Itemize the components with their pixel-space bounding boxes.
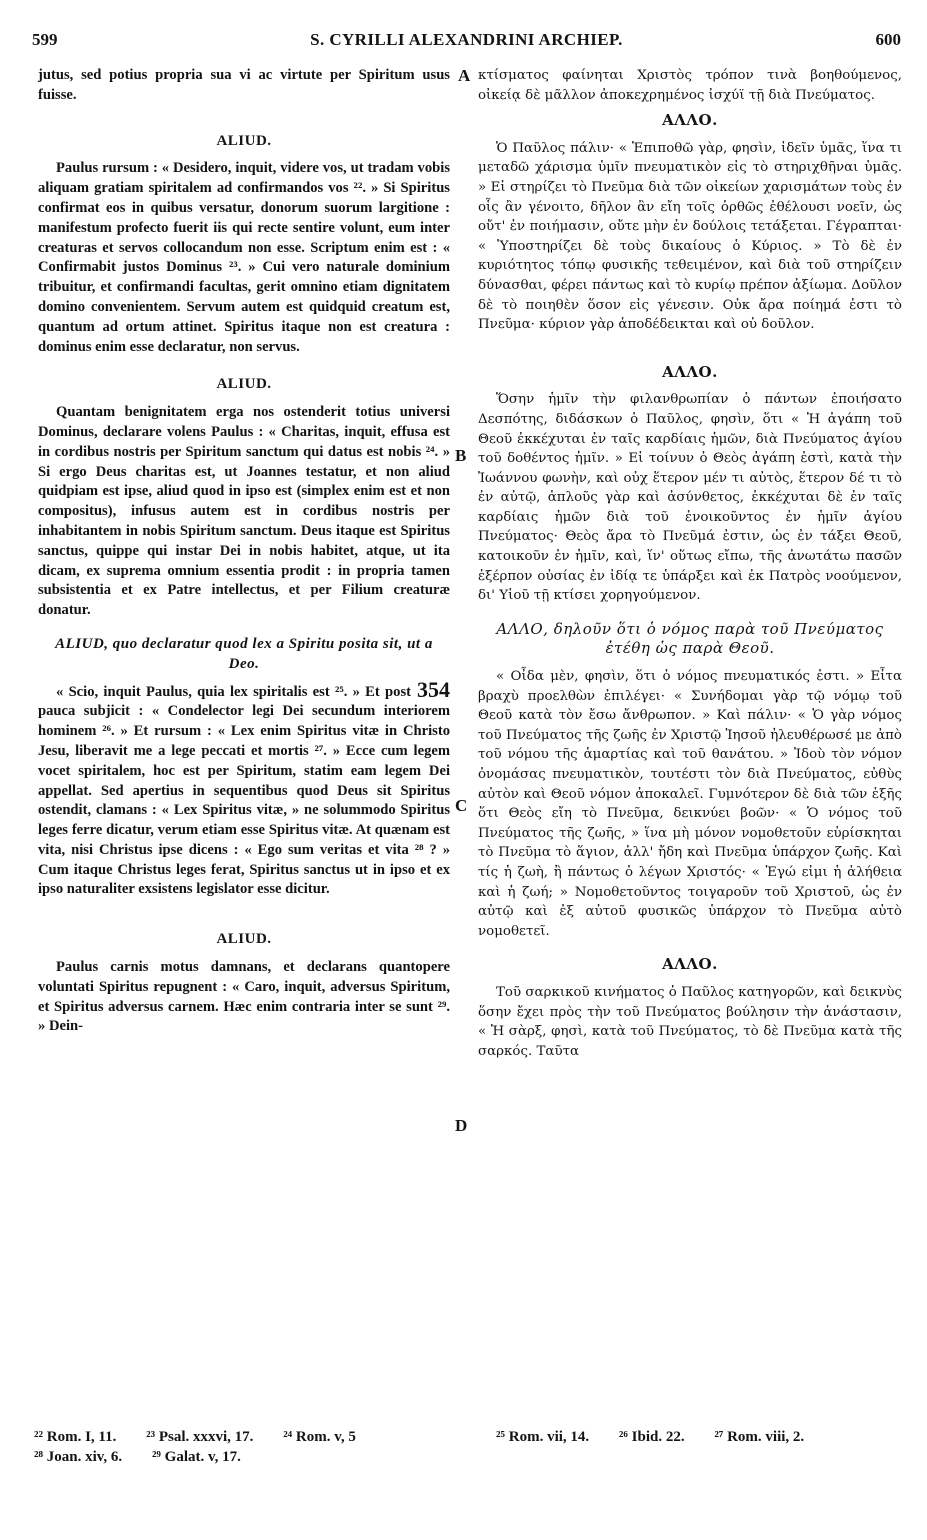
footnotes-right (496, 1427, 906, 1447)
latin-heading-3: ALIUD, quo declaratur quod lex a Spiritu posita sit, ut a Deo. (55, 635, 433, 672)
greek-intro: κτίσματος φαίνηται Χριστὸς τρόπον τινὰ βοηθούμενος, οἰκείᾳ δὲ μᾶλλον ἀποκεχρημένος ἰσχύϊ τῇ διὰ Πνεύματος. (478, 68, 902, 103)
margin-marker-c: C (455, 796, 468, 815)
greek-paragraph-1: Ὁ Παῦλος πάλιν· « Ἐπιποθῶ γὰρ, φησὶν, ἰδεῖν ὑμᾶς, ἵνα τι μεταδῶ χάρισμα ὑμῖν πνευματικὸν εἰς τὸ στηριχθῆναι ὑμᾶς. » Εἰ στηρίζει τὸ Πνεῦμα διὰ τῶν οἰκείων χαρισμάτων τοὺς ἐν οἷς ἂν γένοιτο, δῆλον ἂν εἴη τοῖς ὀρθῶς ἐθέλουσι νοεῖν, ὡς οὔτ' ἐν ποιήμασιν, οὔτε μὴν ἐν δούλοις τετάξεται. Γέγραπται· « Ὑποστηρίζει δὲ τοὺς δικαίους ὁ Κύριος. » Τὸ δὲ ἐν κυριότητος τόπῳ φυσικῆς τεθειμένον, καὶ διὰ τοῦ στηρίζειν δύνασθαι, φέρει πάντως καὶ τὸ κυρίῳ πρέπον ἀξίωμα. Δοῦλον δὲ τὸ ποιηθὲν ὅσον εἰς γένεσιν. Οὐκ ἄρα ποίημά ἐστι τὸ Πνεῦμα· κύριον γὰρ ἀποδέδεικται καὶ οὐ δοῦλον. (478, 140, 902, 333)
greek-heading-1: ΑΛΛΟ. (662, 111, 718, 130)
greek-paragraph-4: Τοῦ σαρκικοῦ κινήματος ὁ Παῦλος κατηγορῶν, καὶ δεικνὺς ὅσην ἔχει πρὸς τὴν τοῦ Πνεύματος βούλησιν τὴν ἀνάστασιν, « Ἡ σὰρξ, φησὶ, κατὰ τοῦ Πνεύματος, τὸ δὲ Πνεῦμα κατὰ τῆς σαρκός. Ταῦτα (478, 984, 902, 1059)
greek-paragraph-3: « Οἶδα μὲν, φησὶν, ὅτι ὁ νόμος πνευματικός ἐστι. » Εἶτα βραχὺ προελθὼν ἐπιλέγει· « Συνήδομαι γὰρ τῷ νόμῳ τοῦ Θεοῦ κατὰ τὸν ἔσω ἄνθρωπον. » Καὶ πάλιν· « Ὁ γὰρ νόμος τοῦ Πνεύματος τῆς ζωῆς ἐν Χριστῷ Ἰησοῦ ἠλευθέρωσέ με ἀπὸ τοῦ νόμου τῆς ἁμαρτίας καὶ τοῦ θανάτου. » Ἰδοὺ τὸν νόμον ὀνομάσας πνευματικὸν, τουτέστι τὸν διὰ Πνεύματος, εὐθὺς αὐτὸν καὶ Θεοῦ νόμον ἀποκαλεῖ. Γυμνότερον δὲ διὰ τῶν ἑξῆς ὅτι Θεὸς εἴη τὸ Πνεῦμα, δεικνύει βοῶν· « Ὁ νόμος τοῦ Πνεύματος τῆς ζωῆς, » ἵνα μὴ μόνον νομοθετοῦν εὑρίσκηται τὸ Πνεῦμα τὸ ἅγιον, ἀλλ' ἤδη καὶ Πνεῦμα ὑπάρχον ζωῆς. Καὶ τίς ἡ ζωὴ, ἢ πάντως ὁ λέγων Χριστός· « Ἐγώ εἰμι ἡ ἀλήθεια καὶ ἡ ζωή; » Νομοθετοῦντος τοιγαροῦν τοῦ Χριστοῦ, ὡς ἐν αὐτῷ καὶ ἐξ αὐτοῦ φυσικῶς ὑπάρχον τὸ Πνεῦμα αὐτὸ νομοθετεῖ. (478, 669, 902, 939)
running-title: S. CYRILLI ALEXANDRINI ARCHIEP. (310, 30, 623, 49)
latin-heading-4: ALIUD. (216, 931, 272, 948)
footnote: ²⁸ Joan. xiv, 6. (34, 1449, 123, 1465)
greek-heading-3: ΑΛΛΟ, δηλοῦν ὅτι ὁ νόμος παρὰ τοῦ Πνεύματος ἐτέθη ὡς παρὰ Θεοῦ. (496, 619, 884, 658)
greek-heading-4: ΑΛΛΟ. (662, 955, 718, 974)
page-number-left: 599 (32, 30, 58, 49)
footnotes-left (34, 1427, 464, 1467)
footnote: ²⁵ Rom. vii, 14. (496, 1429, 590, 1445)
latin-heading-2: ALIUD. (216, 376, 272, 393)
latin-paragraph-2: Quantam benignitatem erga nos ostenderit totius universi Dominus, declarare volens Paulus : « Charitas, inquit, effusa est in cordibus nostris per Spiritum sanctum qui datus est nobis ²⁴. » Si ergo Deus charitas est, ut Joannes testatur, et non aliud quidpiam est ipse, aliud quod in ipso est (simplex enim est et non compositus), infusus autem est in cordibus nostris per inhabitantem in nobis Spiritum sanctum. Deus itaque est Spiritus sanctus, quippe qui instar Dei in nobis habitet, atque, ut ita dicam, ex suprema omnium essentia prodit : in propria tamen subsistentia et ex Patre intellectus, et per Filium creaturæ donatur. (38, 404, 450, 619)
footnote: ²³ Psal. xxxvi, 17. (146, 1429, 254, 1445)
margin-page-number-354: 354 (417, 676, 450, 702)
latin-heading-1: ALIUD. (216, 132, 272, 149)
greek-column (478, 66, 902, 1061)
margin-marker-d: D (455, 1116, 468, 1135)
latin-paragraph-3: « Scio, inquit Paulus, quia lex spiritalis est ²⁵. » Et post pauca subjicit : « Condelector legi Dei secundum interiorem hominem ²⁶. » Et rursum : « Lex enim Spiritus vitæ in Christo Jesu, liberavit me a lege peccati et mortis ²⁷. » Ecce cum legem vocet spiritalem, hoc est per Spiritum, statim eam legem Dei appellat. Sed apertius in sequentibus quod Deus sit Spiritus ostendit, clamans : « Lex Spiritus vitæ, » ne solummodo Spiritus leges ferre dicatur, verum etiam esse Spiritus vitæ. At quænam est vita, nisi Christus ipse dicens : « Ego sum veritas et vita ²⁸ ? » Cum itaque Christus leges ferat, Spiritus sanctus ut in ipso et ex ipso naturaliter exsistens legislator esse dicitur. (38, 683, 450, 898)
latin-paragraph-4: Paulus carnis motus damnans, et declarans quantopere voluntati Spiritus repugnent : « Caro, inquit, adversus Spiritum, et Spiritus adversus carnem. Hæc enim contraria inter se sunt ²⁹. » Dein- (38, 959, 450, 1035)
latin-paragraph-1: Paulus rursum : « Desidero, inquit, videre vos, ut tradam vobis aliquam gratiam spiritalem ad confirmandos vos ²². » Si Spiritus confirmat eos in quibus versatur, donorum suorum largitione : manifestum profecto fuerit iis qui recte sentire volunt, eum inter creaturas et servos collocandum non esse. Scriptum enim est : « Confirmabit justos Dominus ²³. » Cui vero naturale dominium tribuitur, et confirmandi facultas, gerit omnino etiam dignitatem domino convenientem. Servum autem est quidquid creatum est, quantum ad ortum attinet. Spiritus itaque non est creatura : dominus enim esse declaratur, non servus. (38, 160, 450, 355)
footnote: ²⁹ Galat. v, 17. (151, 1449, 241, 1465)
greek-paragraph-2: Ὅσην ἡμῖν τὴν φιλανθρωπίαν ὁ πάντων ἐποιήσατο Δεσπότης, διδάσκων ὁ Παῦλος, φησὶν, ὅτι « Ἡ ἀγάπη τοῦ Θεοῦ ἐκκέχυται ἐν ταῖς καρδίαις ἡμῶν, διὰ Πνεύματος ἁγίου τοῦ δοθέντος ἡμῖν. » Εἰ τοίνυν ὁ Θεὸς ἀγάπη ἐστὶ, κατὰ τὴν Ἰωάννου φωνὴν, καὶ οὐχ ἕτερον μέν τι αὐτὸς, ἕτερον δέ τι τὸ ἐν αὐτῷ, ἁπλοῦς γὰρ καὶ ἀσύνθετος, ἐκκέχυται δὲ ἐν ταῖς καρδίαις ἡμῶν διὰ τοῦ ἐνοικοῦντος ἐν ἡμῖν ἁγίου Πνεύματος· Θεὸς ἄρα τὸ Πνεῦμά ἐστιν, ὡς ἐν τάξει Θεοῦ, κατοικοῦν ἐν ἡμῖν, καὶ, ἵν' οὕτως εἴπω, τῆς ἀνωτάτω πασῶν ἐξέρπον οὐσίας ἐν ἰδίᾳ τε ὑπάρξει καὶ ἐκ Πατρὸς νοούμενον, δι' Υἱοῦ τῇ κτίσει χορηγούμενον. (478, 392, 902, 604)
greek-heading-2: ΑΛΛΟ. (662, 362, 718, 381)
margin-marker-b: B (455, 446, 467, 465)
margin-marker-a: A (458, 66, 471, 85)
footnote: ²² Rom. I, 11. (34, 1429, 117, 1445)
page-number-right: 600 (875, 30, 901, 49)
latin-column (38, 66, 450, 1037)
footnote: ²⁴ Rom. v, 5 (283, 1429, 356, 1445)
footnote: ²⁶ Ibid. 22. (618, 1429, 685, 1445)
footnote: ²⁷ Rom. viii, 2. (714, 1429, 805, 1445)
page-header (32, 30, 901, 60)
latin-intro: jutus, sed potius propria sua vi ac virtute per Spiritum usus fuisse. (38, 67, 450, 103)
